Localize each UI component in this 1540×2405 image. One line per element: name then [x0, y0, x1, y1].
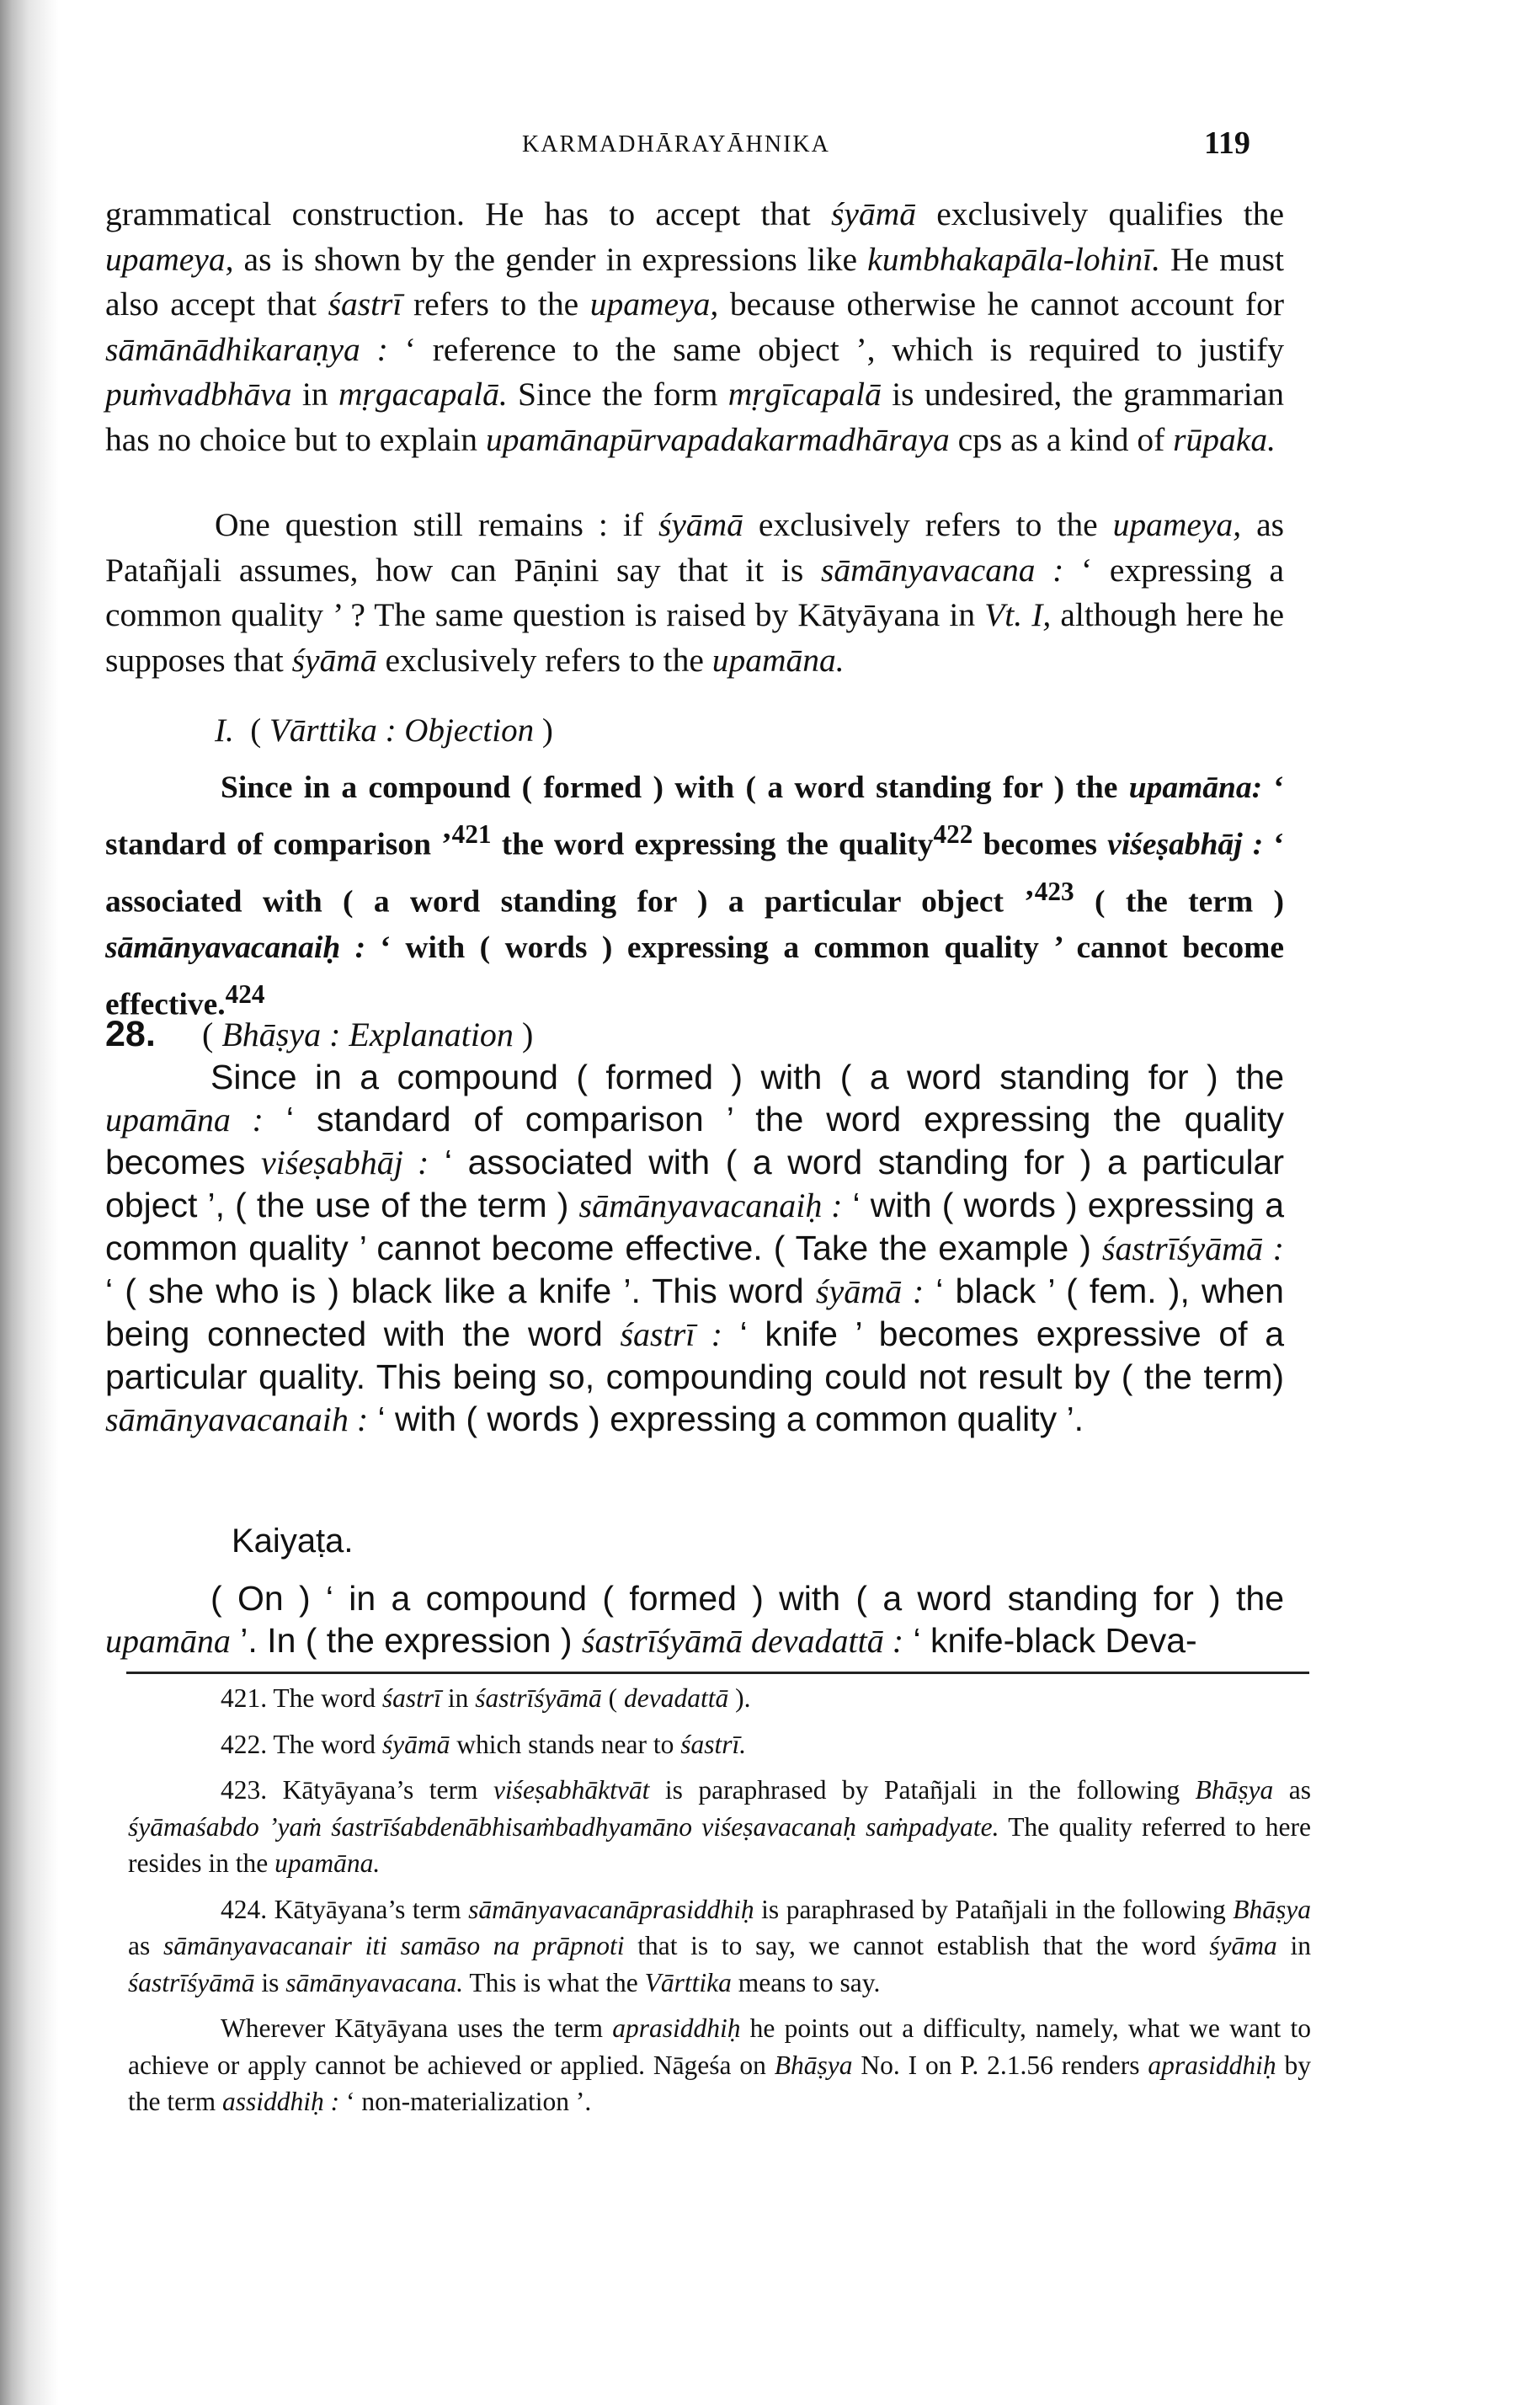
- footnote-421: 421. The word śastrī in śastrīśyāmā ( devadattā ).: [221, 1683, 751, 1713]
- paragraph-1: [105, 192, 1284, 462]
- footnote-rule: [126, 1672, 1309, 1674]
- running-head: KARMADHĀRAYĀHNIKA: [522, 131, 830, 157]
- bhasya-label: 28. ( Bhāṣya : Explanation ): [105, 1014, 534, 1054]
- kaiyata-heading: Kaiyaṭa.: [232, 1522, 354, 1560]
- page-number: 119: [1204, 125, 1250, 161]
- footnote-423: 423. Kātyāyana’s term viśeṣabhāktvāt is paraphrased by Patañjali in the following Bhāṣya as śyāmaśabdo ’yaṁ śastrīśabdenābhisaṁbadhyamāno viśeṣavacanaḥ saṁpadyate. The quality referred to here resides in the upamāna.: [128, 1775, 1312, 1878]
- paragraph-2: [105, 503, 1284, 683]
- bhasya-text: Since in a compound ( formed ) with ( a word standing for ) the upamāna : ‘ standard of comparison ’ the word expressing the quality becomes viśeṣabhāj : ‘ associated with ( a word standing for ) a particular object ’, ( the use of the term ) sāmānyavacanaiḥ : ‘ with ( words ) expressing a common quality ’ cannot become effective. ( Take the example ) śastrīśyāmā : ‘ ( she who is ) black like a knife ’. This word śyāmā : ‘ black ’ ( fem. ), when being connected with the word śastrī : ‘ knife ’ becomes expressive of a particular quality. This being so, compounding could not result by ( the term) sāmānyavacanaih : ‘ with ( words ) expressing a common quality ’.: [105, 1058, 1285, 1438]
- kaiyata-text: ( On ) ‘ in a compound ( formed ) with ( a word standing for ) the upamāna ’. In ( the expression ) śastrīśyāmā devadattā : ‘ knife-black Deva-: [105, 1579, 1284, 1660]
- footnote-422: 422. The word śyāmā which stands near to śastrī.: [221, 1729, 747, 1759]
- varttika-section: [105, 709, 1284, 1028]
- footnote-424: 424. Kātyāyana’s term sāmānyavacanāprasiddhiḥ is paraphrased by Patañjali in the following Bhāṣya as sāmānyavacanair iti samāso na prāpnoti that is to say, we cannot establish that the word śyāma in śastrīśyāmā is sāmānyavacana. This is what the Vārttika means to say.: [128, 1894, 1311, 1997]
- footnotes: [128, 1680, 1311, 2130]
- kaiyata-section: [105, 1520, 1284, 1662]
- section-number: 28.: [105, 1014, 156, 1054]
- bhasya-section: [105, 1013, 1284, 1441]
- varttika-text: Since in a compound ( formed ) with ( a word standing for ) the upamāna: ‘ standard of comparison ’$^{421}$ the word expressing the quality$^{422}$ becomes viśeṣabhāj : ‘ associated with ( a word standing for ) a particular object ’$^{423}$ ( the term ) sāmānyavacanaiḥ : ‘ with ( words ) expressing a common quality ’ cannot become effective.$^{424}$: [105, 771, 1285, 1022]
- varttika-label: I. ( Vārttika : Objection ): [215, 712, 553, 749]
- footnote-424-continuation: Wherever Kātyāyana uses the term aprasiddhiḥ he points out a difficulty, namely, what we want to achieve or apply cannot be achieved or applied. Nāgeśa on Bhāṣya No. I on P. 2.1.56 renders aprasiddhiḥ by the term assiddhiḥ : ‘ non-materialization ’.: [128, 2013, 1311, 2116]
- paragraph-2-text: One question still remains : if śyāmā exclusively refers to the upameya, as Patañjali assumes, how can Pāṇini say that it is sāmānyavacana : ‘ expressing a common quality ’ ? The same question is raised by Kātyāyana in Vt. I, although here he supposes that śyāmā exclusively refers to the upamāna.: [105, 506, 1284, 679]
- page-header: [0, 125, 1540, 175]
- paragraph-1-text: grammatical construction. He has to accept that śyāmā exclusively qualifies the upameya, as is shown by the gender in expressions like kumbhakapāla-lohinī. He must also accept that śastrī refers to the upameya, because otherwise he cannot account for sāmānādhikaraṇya : ‘ reference to the same object ’, which is required to justify puṁvadbhāva in mṛgacapalā. Since the form mṛgīcapalā is undesired, the grammarian has no choice but to explain upamānapūrvapadakarmadhāraya cps as a kind of rūpaka.: [105, 195, 1284, 458]
